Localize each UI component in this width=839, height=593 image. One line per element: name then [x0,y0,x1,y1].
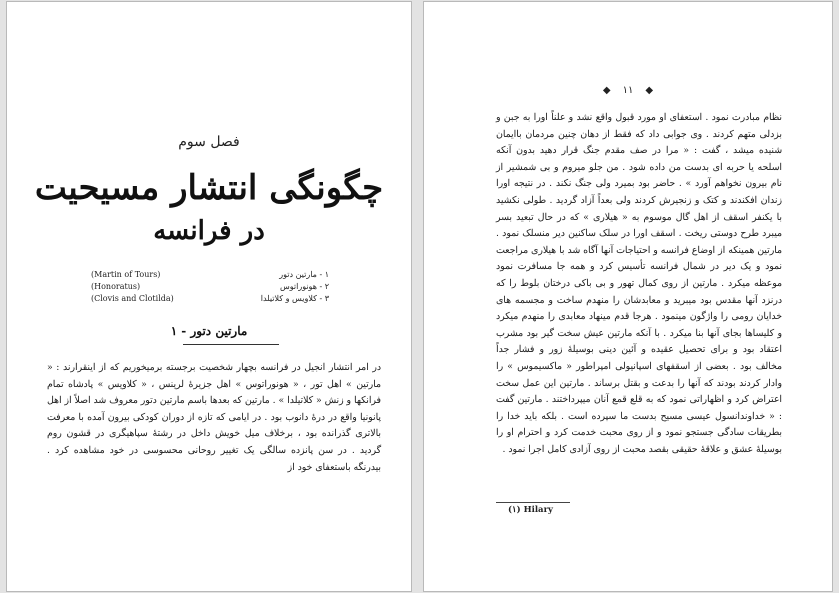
chapter-label: فصل سوم [178,134,240,150]
book-page-right [423,1,833,592]
page-number-ornament-left: ◆ [602,85,611,96]
book-page-left [6,1,412,592]
footnote: (۱) Hilary [508,505,553,515]
section-divider [183,344,279,345]
toc-item-english: (Clovis and Clotilda) [91,293,174,303]
page-number-ornament-right: ◆ [645,85,654,96]
toc-item-persian: ۱ - مارتین دتور [279,269,329,279]
toc-item-persian: ۲ - هونوراتوس [279,281,329,291]
page-number-value: ۱۱ [622,85,634,96]
section-heading: ۱ - مارتین دتور [170,324,248,338]
toc-item [91,268,329,280]
chapter-subtitle: در فرانسه [153,216,265,246]
toc-item-english: (Honoratus) [91,281,141,291]
body-paragraph: نظام مبادرت نمود . استعفای او مورد قبول واقع نشد و علناً اورا به جبن و بزدلی متهم کردند . وی جوابی داد که فقط از دهان چنین مردمان باایمان شنیده میشد ، گفت : « مرا در صف مقدم جنگ قرار دهید بدون آنکه اسلحه یا حربه ای بدست من داده شود . من جلو میروم و بی شمشیر از نام بیرون نخواهم آورد » . حاضر بود بمیرد ولی جنگ نکند . در نتیجه اورا زندان افکندند و کتک و زنجیرش کردند ولی بعداً آزاد گردید . طولی نکشید با یکنفر اسقف از اهل گال موسوم به « هیلاری » که در حال تبعید بسر میبرد طرح دوستی ریخت . اسقف اورا در سلک ساکنین دیر منسلک نمود . مارتین همینکه از اوضاع فرانسه و احتیاجات آنها آگاه شد با هیلاری مراجعت نمود و یک دیر در شمال فرانسه تأسیس کرد و همه جا مسافرت نمود موعظه میکرد . مارتین از روی کمال تهور و بی باکی درختان بلوط را که درنزد آنها مقدس بود میبرید و معابدشان را منهدم ساخت و مجسمه های خدایان رومی را واژگون مینمود . هرجا قدم مینهاد معابدی را منهدم میکرد و کلیساها بجای آنها بنا میکرد . با آنکه مارتین عیش سخت گیر بود مشرب اعتقاد بود و برای تحصیل عقیده و آئین دینی بوسیلهٔ زور و فشار جداً مخالف بود . بعضی از اسقفهای اسپانیولی امپراطور « ماکسیموس » را وادار کردند بودند که آنها را بدعت و بقتل برساند . مارتین این عمل سخت اعتراض کرد و اظهاراتی نمود که به قلع قمع آنان میپرداختند . مارتین گفت : « خداوندانسول عیسی مسیح بدست ما سپرده است . بلکه باید خدا را بطریقات سادگی جستجو نمود و از روی محبت خدمت کرد و احترام او را بوسیلهٔ عشق و علاقهٔ حقیقی بقصد محبت از روی آزادی کامل اجرا نمود . [496,112,782,455]
body-paragraph: در امر انتشار انجیل در فرانسه بچهار شخصیت برجسته برمیخوریم که از اینقرارند : « مارتین » اهل تور ، « هونوراتوس » اهل جزیرهٔ لرینس ، « کلاویس » پادشاه تمام فرانکها و زنش « کلاتیلدا » . مارتین که بعدها باسم مارتین دتور معروف شد اصلاً از اهل پانونیا واقع در درهٔ دانوب بود . در ایامی که تازه از دوران کودکی بیرون آمده با معرفت بالاتری گذرانده بود ، برخلاف میل خویش داخل در رشتهٔ سپاهیگری در قشون روم گردید . در سن پانزده سالگی یک تغییر روحانی محسوسی در خود مشاهده کرد . بیدرنگه باستعفای خود از [47,362,381,473]
footnote-divider [496,502,570,503]
chapter-title: چگونگی انتشار مسیحیت [34,168,384,208]
toc-item [91,280,329,292]
page-number [424,85,832,96]
toc-item [91,292,329,304]
toc-item-persian: ۳ - کلاویس و کلاتیلدا [260,293,329,303]
chapter-contents [91,268,329,304]
toc-item-english: (Martin of Tours) [91,269,161,279]
